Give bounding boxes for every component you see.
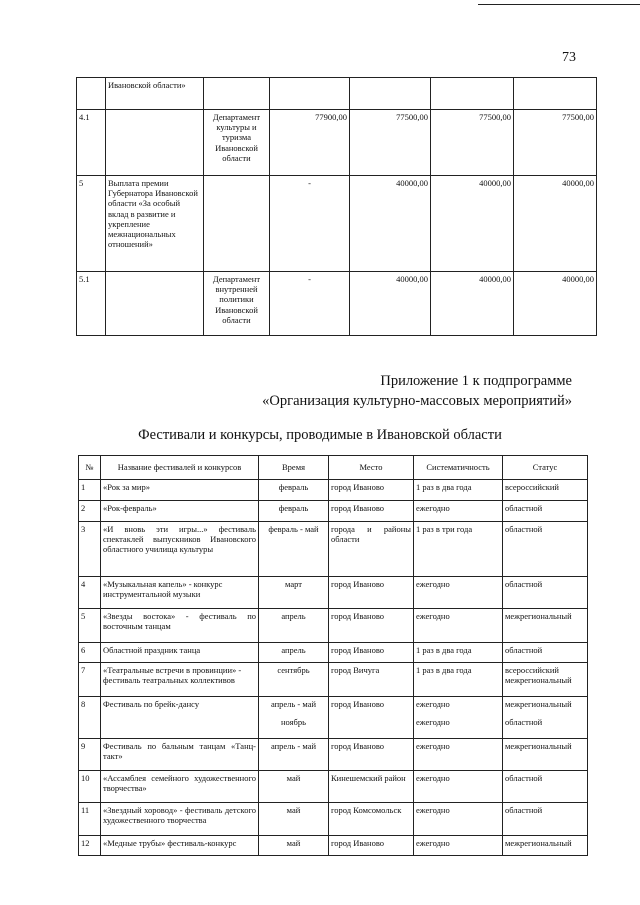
cell-time: май [259, 836, 329, 856]
cell-status: областной [503, 771, 588, 803]
cell-name: «Театральные встречи в провинции» - фестиваль театральных коллективов [101, 663, 259, 697]
cell-name: «Рок за мир» [101, 480, 259, 501]
cell-name: «Музыкальная капель» - конкурс инструментальной музыки [101, 577, 259, 609]
header-time: Время [259, 456, 329, 480]
budget-table [76, 77, 597, 336]
cell-system: 1 раз в два года [414, 663, 503, 697]
cell-place: город Иваново [329, 836, 414, 856]
table-row [79, 739, 588, 771]
table-row [79, 663, 588, 697]
row-num: 4.1 [77, 110, 106, 176]
cell-system: 1 раз в два года [414, 643, 503, 663]
top-rule [478, 4, 640, 5]
row-value [270, 78, 350, 110]
cell-place: город Иваново [329, 480, 414, 501]
cell-place: город Иваново [329, 739, 414, 771]
cell-time-1: апрель - май [270, 699, 317, 709]
cell-place: город Иваново [329, 697, 414, 739]
cell-name: «Ассамблея семейного художественного творчества» [101, 771, 259, 803]
cell-system: ежегодно [414, 836, 503, 856]
table-row [79, 577, 588, 609]
cell-system: ежегодно [414, 739, 503, 771]
cell-status: областной [503, 577, 588, 609]
header-num: № [79, 456, 101, 480]
header-status: Статус [503, 456, 588, 480]
cell-system: ежегодно [414, 609, 503, 643]
table-row [79, 480, 588, 501]
cell-num: 7 [79, 663, 101, 697]
cell-num: 1 [79, 480, 101, 501]
row-value [350, 78, 431, 110]
row-num: 5.1 [77, 272, 106, 336]
cell-system: ежегодно [414, 803, 503, 836]
row-value: - [270, 272, 350, 336]
appendix-line-1: Приложение 1 к подпрограмме [380, 373, 572, 389]
cell-time: февраль - май [259, 522, 329, 577]
table-row [79, 522, 588, 577]
cell-time: апрель - май [259, 739, 329, 771]
cell-time: апрель [259, 643, 329, 663]
row-num [77, 78, 106, 110]
table-row [79, 836, 588, 856]
cell-place: города и районы области [329, 522, 414, 577]
cell-status: областной [503, 522, 588, 577]
table-row [79, 643, 588, 663]
row-dept: Департамент культуры и туризма Ивановской области [204, 110, 270, 176]
table-row [77, 110, 597, 176]
cell-system [414, 697, 503, 739]
appendix-heading [262, 372, 572, 411]
row-dept [204, 176, 270, 272]
cell-num: 4 [79, 577, 101, 609]
appendix-line-2: «Организация культурно-массовых мероприятий» [262, 392, 572, 409]
row-name [106, 110, 204, 176]
cell-status: областной [503, 501, 588, 522]
cell-system: 1 раз в три года [414, 522, 503, 577]
row-value: 77500,00 [350, 110, 431, 176]
row-dept [204, 78, 270, 110]
cell-status [503, 697, 588, 739]
cell-num: 3 [79, 522, 101, 577]
cell-time: февраль [259, 501, 329, 522]
cell-name: Фестиваль по бальным танцам «Танц-такт» [101, 739, 259, 771]
cell-status: всероссийский [503, 480, 588, 501]
cell-system: ежегодно [414, 501, 503, 522]
cell-status: всероссийский межрегиональный [503, 663, 588, 697]
cell-num: 9 [79, 739, 101, 771]
header-place: Место [329, 456, 414, 480]
page-number: 73 [562, 50, 576, 65]
cell-num: 8 [79, 697, 101, 739]
row-value: 77500,00 [514, 110, 597, 176]
row-name: Ивановской области» [106, 78, 204, 110]
cell-status-2: областной [505, 717, 543, 728]
table-row [79, 771, 588, 803]
cell-num: 6 [79, 643, 101, 663]
cell-system: 1 раз в два года [414, 480, 503, 501]
cell-name: Областной праздник танца [101, 643, 259, 663]
table-row [77, 176, 597, 272]
table-row [79, 697, 588, 739]
cell-name: «Звезды востока» - фестиваль по восточным танцам [101, 609, 259, 643]
cell-name: Фестиваль по брейк-дансу [101, 697, 259, 739]
cell-time: март [259, 577, 329, 609]
row-value: 40000,00 [514, 272, 597, 336]
page-title: Фестивали и конкурсы, проводимые в Ивановской области [138, 427, 502, 443]
cell-time-2: ноябрь [281, 717, 306, 728]
table-row [79, 501, 588, 522]
cell-place: Кинешемский район [329, 771, 414, 803]
row-name: Выплата премии Губернатора Ивановской области «За особый вклад в развитие и укрепление межнациональных отношений» [106, 176, 204, 272]
table-header-row [79, 456, 588, 480]
row-value: 40000,00 [514, 176, 597, 272]
cell-status: областной [503, 803, 588, 836]
cell-system-1: ежегодно [416, 699, 450, 709]
cell-num: 5 [79, 609, 101, 643]
cell-place: город Вичуга [329, 663, 414, 697]
table-row [79, 609, 588, 643]
cell-num: 11 [79, 803, 101, 836]
cell-place: город Иваново [329, 501, 414, 522]
header-name: Название фестивалей и конкурсов [101, 456, 259, 480]
cell-system-2: ежегодно [416, 717, 450, 728]
cell-time: февраль [259, 480, 329, 501]
row-num: 5 [77, 176, 106, 272]
cell-status-1: межрегиональный [505, 699, 572, 709]
row-value: 77500,00 [431, 110, 514, 176]
cell-system: ежегодно [414, 577, 503, 609]
cell-num: 10 [79, 771, 101, 803]
cell-name: «Звездный хоровод» - фестиваль детского художественного творчества [101, 803, 259, 836]
row-value: 40000,00 [350, 176, 431, 272]
cell-name: «Рок-февраль» [101, 501, 259, 522]
cell-time: апрель [259, 609, 329, 643]
row-value: 40000,00 [431, 272, 514, 336]
row-value [431, 78, 514, 110]
table-row [79, 803, 588, 836]
cell-place: город Комсомольск [329, 803, 414, 836]
row-value: 77900,00 [270, 110, 350, 176]
cell-name: «И вновь эти игры...» фестиваль спектаклей выпускников Ивановского областного училища культуры [101, 522, 259, 577]
cell-status: межрегиональный [503, 739, 588, 771]
row-dept: Департамент внутренней политики Ивановской области [204, 272, 270, 336]
cell-num: 2 [79, 501, 101, 522]
cell-status: межрегиональный [503, 609, 588, 643]
cell-num: 12 [79, 836, 101, 856]
cell-place: город Иваново [329, 609, 414, 643]
row-value [514, 78, 597, 110]
cell-place: город Иваново [329, 643, 414, 663]
header-system: Систематичность [414, 456, 503, 480]
row-value: 40000,00 [431, 176, 514, 272]
row-name [106, 272, 204, 336]
cell-time: сентябрь [259, 663, 329, 697]
cell-status: областной [503, 643, 588, 663]
cell-system: ежегодно [414, 771, 503, 803]
row-value: - [270, 176, 350, 272]
cell-time: май [259, 803, 329, 836]
cell-name: «Медные трубы» фестиваль-конкурс [101, 836, 259, 856]
row-value: 40000,00 [350, 272, 431, 336]
table-row [77, 272, 597, 336]
cell-time [259, 697, 329, 739]
cell-status: межрегиональный [503, 836, 588, 856]
cell-time: май [259, 771, 329, 803]
cell-place: город Иваново [329, 577, 414, 609]
festivals-table [78, 455, 588, 856]
table-row [77, 78, 597, 110]
